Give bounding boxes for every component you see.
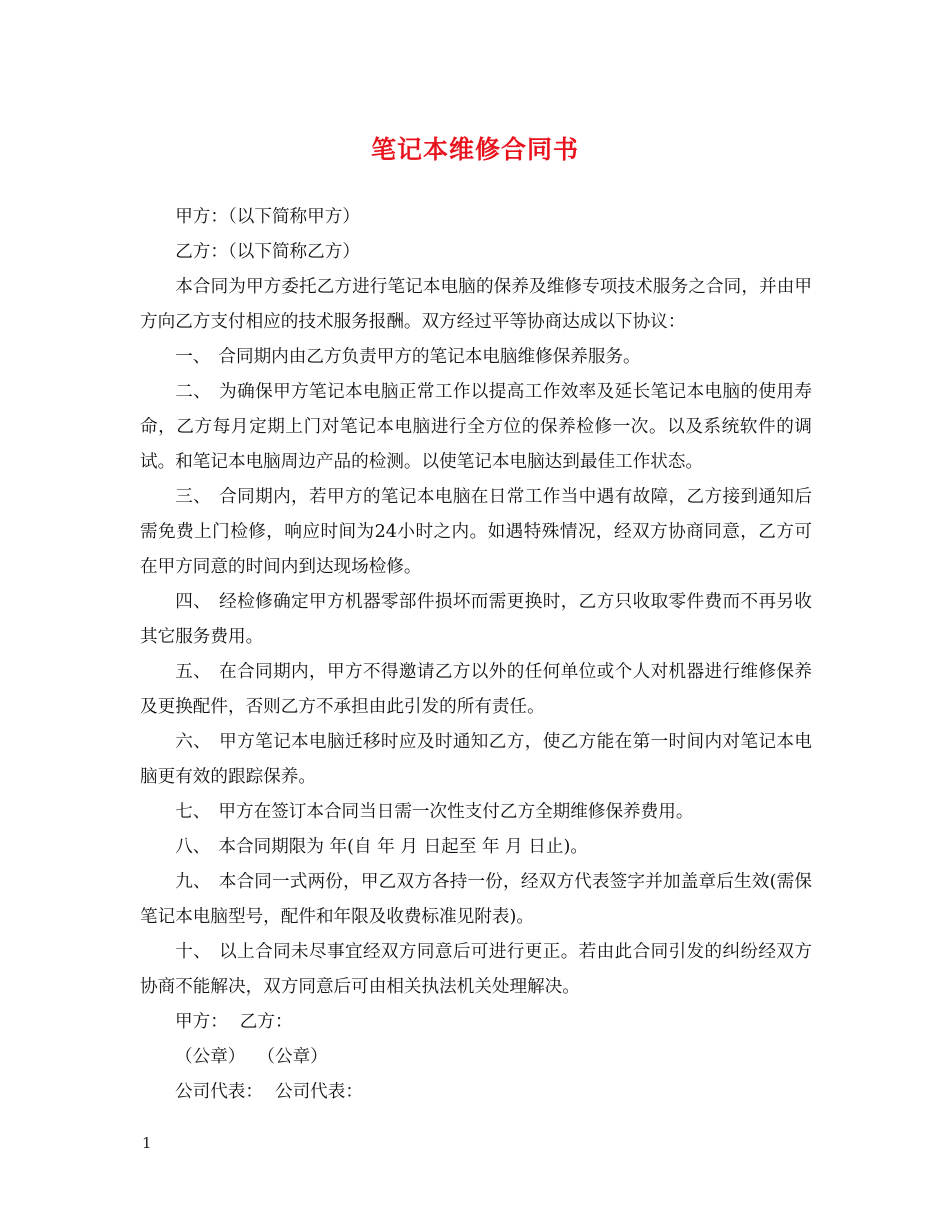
clause-7 (140, 795, 812, 830)
clause-number: 二、 (175, 382, 212, 402)
clause-text: 甲方在签订本合同当日需一次性支付乙方全期维修保养费用。 (218, 802, 694, 822)
clause-5 (140, 655, 812, 725)
document-body (140, 200, 812, 1110)
clause-text: 合同期内由乙方负责甲方的笔记本电脑维修保养服务。 (218, 347, 641, 367)
signature-parties (140, 1005, 812, 1040)
clause-6 (140, 725, 812, 795)
clause-3 (140, 480, 812, 585)
signature-seals (140, 1040, 812, 1075)
party-b-line: 乙方：（以下简称乙方） (175, 242, 360, 262)
clause-text: 在合同期内，甲方不得邀请乙方以外的任何单位或个人对机器进行维修保养及更换配件，否则乙方不承担由此引发的所有责任。 (140, 662, 812, 717)
clause-text: 本合同期限为 年(自 年 月 日起至 年 月 日止)。 (218, 837, 588, 857)
page-number: 1 (142, 1134, 152, 1152)
party-a-line: 甲方：（以下简称甲方） (175, 207, 360, 227)
clause-9 (140, 865, 812, 935)
clause-4 (140, 585, 812, 655)
clause-text: 以上合同未尽事宜经双方同意后可进行更正。若由此合同引发的纠纷经双方协商不能解决，双方同意后可由相关执法机关处理解决。 (140, 942, 812, 997)
clause-text: 经检修确定甲方机器零部件损坏而需更换时，乙方只收取零件费而不再另收其它服务费用。 (140, 592, 812, 647)
clause-text: 合同期内，若甲方的笔记本电脑在日常工作当中遇有故障，乙方接到通知后需免费上门检修，响应时间为24小时之内。如遇特殊情况，经双方协商同意，乙方可在甲方同意的时间内到达现场检修。 (140, 487, 812, 577)
party-a-seal: （公章） (175, 1047, 246, 1067)
clause-number: 五、 (175, 662, 212, 682)
clause-2 (140, 375, 812, 480)
document-title: 笔记本维修合同书 (370, 135, 579, 164)
clause-text: 本合同一式两份，甲乙双方各持一份，经双方代表签字并加盖章后生效(需保笔记本电脑型号，配件和年限及收费标准见附表)。 (140, 872, 812, 927)
clause-number: 十、 (175, 942, 212, 962)
clause-number: 七、 (175, 802, 211, 822)
party-b-seal: （公章） (257, 1047, 328, 1067)
clause-number: 三、 (175, 487, 212, 507)
clause-10 (140, 935, 812, 1005)
clause-number: 四、 (175, 592, 212, 612)
clause-number: 一、 (175, 347, 211, 367)
clause-text: 甲方笔记本电脑迁移时应及时通知乙方，使乙方能在第一时间内对笔记本电脑更有效的跟踪保养。 (140, 732, 812, 787)
party-a-signature-label: 甲方： (175, 1012, 228, 1032)
clause-number: 六、 (175, 732, 212, 752)
clause-number: 九、 (175, 872, 211, 892)
clause-8 (140, 830, 812, 865)
clause-number: 八、 (175, 837, 211, 857)
intro-paragraph: 本合同为甲方委托乙方进行笔记本电脑的保养及维修专项技术服务之合同，并由甲方向乙方支付相应的技术服务报酬。双方经过平等协商达成以下协议： (140, 277, 812, 332)
signature-representatives (140, 1075, 812, 1110)
clause-text: 为确保甲方笔记本电脑正常工作以提高工作效率及延长笔记本电脑的使用寿命，乙方每月定期上门对笔记本电脑进行全方位的保养检修一次。以及系统软件的调试。和笔记本电脑周边产品的检测。以使笔记本电脑达到最佳工作状态。 (140, 382, 812, 472)
party-a-representative: 公司代表： (175, 1082, 263, 1102)
party-b-signature-label: 乙方： (239, 1012, 293, 1032)
party-b-representative: 公司代表： (274, 1082, 363, 1102)
clause-1 (140, 340, 812, 375)
